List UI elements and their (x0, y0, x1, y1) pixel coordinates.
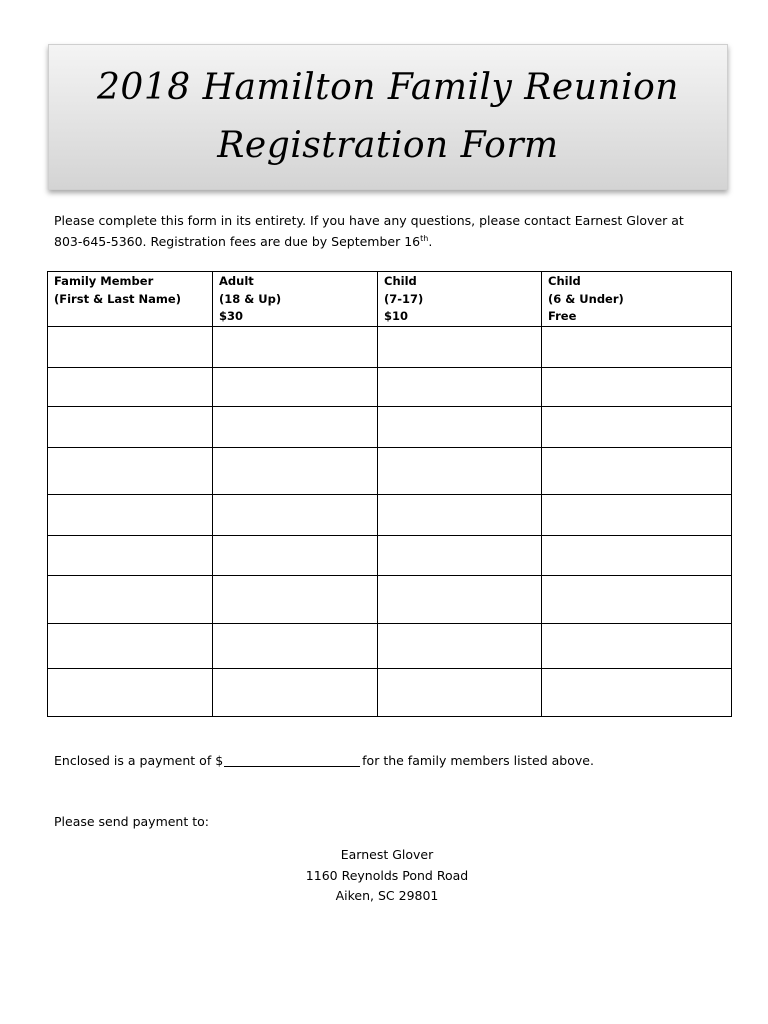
title-banner (48, 44, 728, 190)
table-cell[interactable] (542, 535, 732, 575)
table-cell[interactable] (213, 535, 378, 575)
header-label: Family Member (54, 274, 154, 288)
header-child-6-under (542, 272, 732, 327)
header-adult (213, 272, 378, 327)
table-cell[interactable] (542, 494, 732, 535)
table-cell[interactable] (378, 494, 542, 535)
intro-text: Please complete this form in its entirety. If you have any questions, please contact Earnest Glover at 803-645-5360. Registration fees are due by September 16 (54, 213, 684, 249)
header-family-member (48, 272, 213, 327)
table-cell[interactable] (542, 623, 732, 668)
table-row (48, 326, 732, 367)
registration-table (47, 271, 732, 717)
table-cell[interactable] (542, 575, 732, 623)
header-label: Child (548, 274, 581, 288)
table-cell[interactable] (213, 575, 378, 623)
header-sublabel: (First & Last Name) (54, 291, 181, 306)
table-cell[interactable] (378, 623, 542, 668)
table-header-row (48, 272, 732, 327)
table-cell[interactable] (378, 447, 542, 494)
title-line-1: 2018 Hamilton Family Reunion (97, 67, 679, 108)
header-price: $30 (219, 309, 244, 323)
registration-table-body (48, 326, 732, 716)
table-cell[interactable] (48, 406, 213, 447)
table-cell[interactable] (378, 326, 542, 367)
table-cell[interactable] (213, 367, 378, 406)
send-payment-label: Please send payment to: (54, 814, 209, 829)
payment-line (54, 752, 594, 768)
table-row (48, 494, 732, 535)
table-cell[interactable] (213, 406, 378, 447)
table-row (48, 447, 732, 494)
table-cell[interactable] (378, 535, 542, 575)
table-row (48, 535, 732, 575)
table-cell[interactable] (542, 326, 732, 367)
table-cell[interactable] (48, 535, 213, 575)
table-cell[interactable] (378, 668, 542, 716)
table-cell[interactable] (542, 668, 732, 716)
table-cell[interactable] (48, 575, 213, 623)
table-cell[interactable] (48, 494, 213, 535)
intro-period: . (428, 234, 433, 249)
table-cell[interactable] (542, 447, 732, 494)
table-cell[interactable] (378, 575, 542, 623)
header-sublabel: (7-17) (384, 291, 424, 306)
table-row (48, 623, 732, 668)
table-cell[interactable] (48, 668, 213, 716)
table-cell[interactable] (48, 447, 213, 494)
table-cell[interactable] (48, 623, 213, 668)
header-price: Free (548, 309, 577, 323)
address-city: Aiken, SC 29801 (335, 888, 439, 903)
table-cell[interactable] (213, 494, 378, 535)
table-row (48, 668, 732, 716)
header-sublabel: (6 & Under) (548, 291, 624, 306)
table-row (48, 367, 732, 406)
table-cell[interactable] (48, 326, 213, 367)
table-cell[interactable] (378, 367, 542, 406)
title-line-2: Registration Form (217, 125, 559, 166)
intro-paragraph (54, 210, 714, 252)
table-cell[interactable] (542, 367, 732, 406)
payment-prefix: Enclosed is a payment of $ (54, 753, 224, 768)
mailing-address (234, 845, 540, 907)
header-child-7-17 (378, 272, 542, 327)
table-cell[interactable] (48, 367, 213, 406)
header-price: $10 (384, 309, 409, 323)
header-label: Adult (219, 274, 254, 288)
table-cell[interactable] (213, 623, 378, 668)
address-street: 1160 Reynolds Pond Road (305, 867, 469, 883)
table-cell[interactable] (213, 326, 378, 367)
header-label: Child (384, 274, 417, 288)
intro-superscript: th (420, 233, 429, 243)
table-row (48, 406, 732, 447)
payment-amount-blank[interactable] (224, 752, 360, 767)
address-name: Earnest Glover (340, 847, 434, 862)
table-cell[interactable] (378, 406, 542, 447)
table-cell[interactable] (213, 668, 378, 716)
table-row (48, 575, 732, 623)
header-sublabel: (18 & Up) (219, 291, 282, 306)
payment-suffix: for the family members listed above. (362, 753, 594, 768)
table-cell[interactable] (542, 406, 732, 447)
table-cell[interactable] (213, 447, 378, 494)
